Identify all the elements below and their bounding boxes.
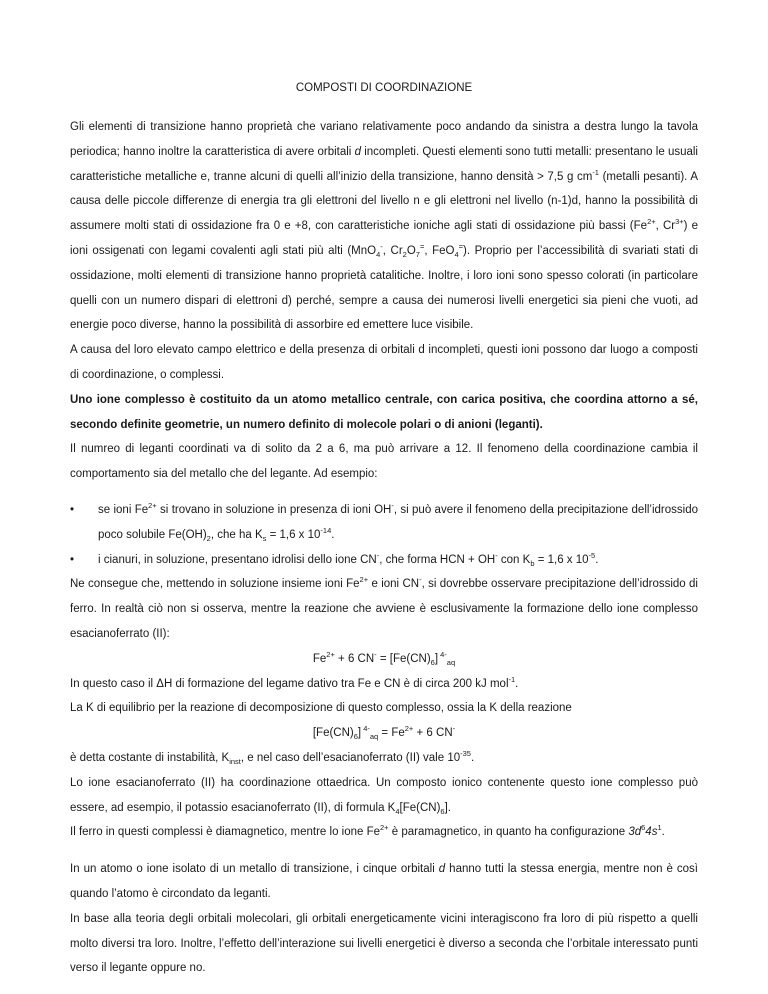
paragraph-intro: Gli elementi di transizione hanno proprietà che variano relativamente poco andando da sinistra a destra lungo la tavola periodica; hanno inoltre la caratteristica di avere orbitali d incompleti. Questi elementi sono tutti metalli: presentano le usuali caratteristiche metalliche e, tranne alcuni di quelli all’inizio della transizione, hanno densità > 7,5 g $cm^{-1}$ (metalli pesanti). A causa delle piccole differenze di energia tra gli elettroni del livello n e gli elettroni nel livello (n-1)d, hanno la possibilità di assumere molti stati di ossidazione fra 0 e +8, con caratteristiche ioniche agli stati di ossidazione più bassi ($Fe^{2+}$, $Cr^{3+}$) e ioni ossigenati con legami covalenti agli stati più alti (MnO$_4$-, $Cr_2O_7^=$, FeO$_4$=). Proprio per l’accessibilità di svariati stati di ossidazione, molti elementi di transizione hanno proprietà catalitiche. Inoltre, i loro ioni sono spesso colorati (in particolare quelli con un numero dispari di elettroni d) perché, sempre a causa dei numerosi livelli energetici sia pieni che vuoti, ad energie poco diverse, hanno la possibilità di assorbire ed emettere luce visibile.: [70, 121, 699, 332]
paragraph-enthalpy: In questo caso il ΔH di formazione del legame dativo tra Fe e CN è di circa 200 kJ mol$^{-1}$.: [70, 674, 519, 690]
paragraph-d-orbitals: In un atomo o ione isolato di un metallo di transizione, i cinque orbitali d hanno tutti la stessa energia, mentre non è così quando l’atomo è circondato da leganti.: [70, 863, 698, 900]
bullet-dot: •: [70, 503, 75, 516]
equation-decomposition: $[Fe(CN)_6] ^{4-}_{aq} = Fe^{2+} + 6$ CN-: [312, 724, 456, 742]
paragraph-molecular-orbitals: In base alla teoria degli orbitali molecolari, gli orbitali energeticamente vicini interagiscono fra loro di più rispetto a quelli molto diversi tra loro. Inoltre, l’effetto dell’interazione sui livelli energetici è diverso a seconda che l’orbitale interessato punti verso il legante oppure no.: [70, 912, 698, 975]
paragraph-gap: [70, 845, 698, 857]
paragraph-consequence: Ne consegue che, mettendo in soluzione insieme ioni $Fe^{2+}$ e ioni CN-, si dovrebbe osservare precipitazione dell’idrossido di ferro. In realtà ciò non si osserva, mentre la reazione che avviene è esclusivamente la formazione dello ione complesso esacianoferrato (II):: [70, 575, 698, 640]
paragraph-octahedral: Lo ione esacianoferrato (II) ha coordinazione ottaedrica. Un composto ionico contenente questo ione complesso può essere, ad esempio, il potassio esacianoferrato (II), di formula $K_4[Fe(CN)_6]$.: [70, 776, 698, 816]
equation-formation: $Fe^{2+} + 6$ $CN^- = [Fe(CN)_6]$ $^{4-}_{aq}$: [312, 649, 456, 667]
paragraph-definition-bold: Uno ione complesso è costituito da un atomo metallico centrale, con carica positiva, che coordina attorno a sé, secondo definite geometrie, un numero definito di molecole polari o di anioni (leganti).: [70, 393, 698, 431]
bullet-list: [70, 498, 698, 572]
paragraph-instability-constant: è detta costante di instabilità, $K_{inst}$, e nel caso dell’esacianoferrato (II) vale $10^{-35}$.: [70, 748, 475, 766]
bullet-item-cyanide-hydrolysis: • i cianuri, in soluzione, presentano idrolisi dello ione CN-, che forma HCN + OH- con $K_b = 1,6$ x $10^{-5}$.: [70, 548, 698, 573]
bullet-dot: •: [70, 553, 75, 566]
paragraph-complexes: A causa del loro elevato campo elettrico e della presenza di orbitali d incompleti, questi ioni possono dar luogo a composti di coordinazione, o complessi.: [70, 344, 698, 381]
bullet-item-iron-hydroxide: • se ioni $Fe^{2+}$ si trovano in soluzione in presenza di ioni OH-, si può avere il fenomeno della precipitazione dell’idrossido poco solubile $Fe(OH)_2$, che ha $K_s = 1,6$ x $10^{-14}$.: [70, 498, 698, 548]
paragraph-equilibrium: La K di equilibrio per la reazione di decomposizione di questo complesso, ossia la K della reazione: [70, 702, 572, 715]
paragraph-magnetism: Il ferro in questi complessi è diamagnetico, mentre lo ione $Fe^{2+}$ è paramagnetico, in quanto ha configurazione $3d^64s^1$.: [70, 823, 665, 839]
document-page: [70, 82, 698, 981]
paragraph-ligands: Il numreo di leganti coordinati va di solito da 2 a 6, ma può arrivare a 12. Il fenomeno della coordinazione cambia il comportamento sia del metallo che del legante. Ad esempio:: [70, 443, 698, 481]
document-title: COMPOSTI DI COORDINAZIONE: [295, 82, 473, 94]
